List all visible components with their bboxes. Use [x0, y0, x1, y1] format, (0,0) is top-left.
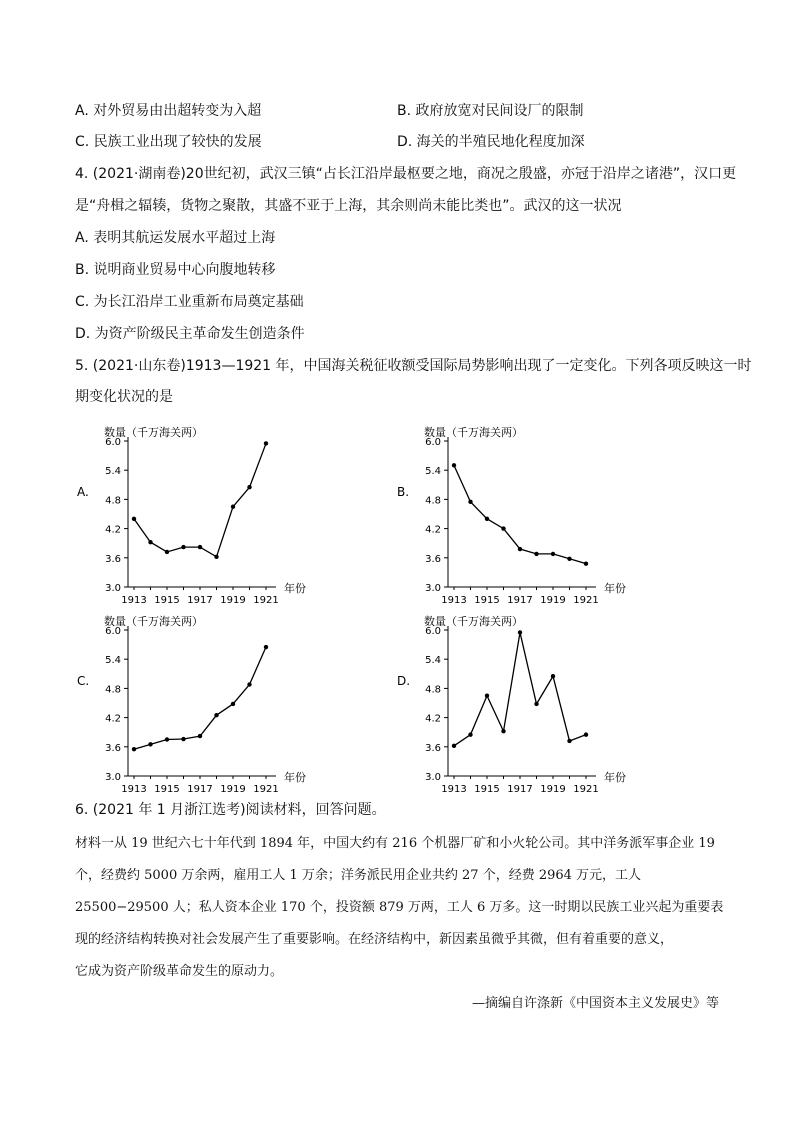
y-tick-label: 5.4 — [425, 655, 441, 667]
data-point — [181, 737, 185, 741]
data-point — [551, 552, 555, 556]
data-point — [501, 729, 505, 733]
y-tick-label: 3.6 — [425, 742, 441, 754]
y-tick-label: 4.2 — [425, 524, 441, 536]
y-tick-label: 5.4 — [105, 466, 121, 478]
y-tick-label: 3.0 — [105, 772, 121, 783]
q3-option-c: C. 民族工业出现了较快的发展 — [75, 134, 262, 150]
data-point — [567, 739, 571, 743]
x-tick-label: 1921 — [573, 784, 599, 795]
data-point — [584, 561, 588, 565]
y-tick-label: 3.6 — [425, 553, 441, 565]
series-line — [134, 443, 266, 556]
data-point — [231, 505, 235, 509]
option-label: D. — [397, 674, 411, 688]
data-point — [247, 682, 251, 686]
data-point — [468, 500, 472, 504]
data-point — [567, 557, 571, 561]
x-axis-title: 年份 — [284, 771, 306, 784]
x-tick-label: 1913 — [121, 595, 147, 606]
x-tick-label: 1919 — [540, 595, 566, 606]
x-tick-label: 1921 — [253, 595, 279, 606]
plot-area — [105, 626, 306, 795]
data-point — [468, 732, 472, 736]
y-tick-label: 4.8 — [425, 684, 441, 696]
y-tick-label: 3.6 — [105, 553, 121, 565]
q4-stem-line2: 是“舟楫之辐辏，货物之聚散，其盛不亚于上海，其余则尚未能比类也”。武汉的这一状况 — [75, 198, 622, 214]
data-point — [551, 674, 555, 678]
y-tick-label: 4.8 — [105, 495, 121, 507]
data-point — [214, 555, 218, 559]
plot-area — [425, 626, 626, 795]
q3-option-a: A. 对外贸易由出超转变为入超 — [75, 103, 262, 119]
data-point — [264, 645, 268, 649]
option-label: A. — [77, 485, 89, 499]
data-point — [165, 737, 169, 741]
chart-option-c — [70, 609, 310, 795]
data-point — [501, 526, 505, 530]
y-tick-label: 4.2 — [105, 524, 121, 536]
y-tick-label: 3.6 — [105, 742, 121, 754]
data-point — [148, 540, 152, 544]
y-tick-label: 5.4 — [105, 655, 121, 667]
y-axis-title: 数量（千万海关两） — [424, 426, 523, 439]
y-tick-label: 6.0 — [425, 626, 441, 637]
x-tick-label: 1915 — [154, 784, 180, 795]
data-point — [198, 734, 202, 738]
option-label: C. — [77, 674, 90, 688]
q4-option-b: B. 说明商业贸易中心向腹地转移 — [75, 262, 276, 278]
y-tick-label: 4.8 — [425, 495, 441, 507]
data-point — [584, 732, 588, 736]
data-point — [132, 517, 136, 521]
y-tick-label: 4.2 — [425, 713, 441, 725]
y-tick-label: 4.2 — [105, 713, 121, 725]
q3-option-d: D. 海关的半殖民地化程度加深 — [397, 134, 585, 150]
plot-area — [425, 437, 626, 606]
q6-stem: 6. (2021 年 1 月浙江选考)阅读材料，回答问题。 — [75, 802, 386, 818]
option-label: B. — [397, 485, 410, 499]
q6-material-line: 它成为资产阶级革命发生的原动力。 — [75, 964, 284, 979]
data-point — [534, 552, 538, 556]
data-point — [165, 550, 169, 554]
y-axis-title: 数量（千万海关两） — [104, 615, 203, 628]
data-point — [231, 702, 235, 706]
q6-source: —摘编自许涤新《中国资本主义发展史》等 — [471, 996, 719, 1011]
data-point — [485, 517, 489, 521]
x-tick-label: 1915 — [154, 595, 180, 606]
chart-option-d — [390, 609, 630, 795]
q4-option-c: C. 为长江沿岸工业重新布局奠定基础 — [75, 294, 304, 310]
data-point — [181, 545, 185, 549]
y-tick-label: 5.4 — [425, 466, 441, 478]
q5-stem-line1: 5. (2021·山东卷)1913—1921 年，中国海关税征收额受国际局势影响出现了一定变化。下列各项反映这一时 — [75, 358, 752, 374]
q4-option-a: A. 表明其航运发展水平超过上海 — [75, 230, 276, 246]
y-tick-label: 6.0 — [425, 437, 441, 448]
q3-option-b: B. 政府放宽对民间设厂的限制 — [397, 103, 584, 119]
data-point — [518, 547, 522, 551]
q6-material-line: 25500−29500 人；私人资本企业 170 个，投资额 879 万两，工人 6 万多。这一时期以民族工业兴起为重要表 — [75, 900, 724, 915]
x-tick-label: 1915 — [474, 784, 500, 795]
x-tick-label: 1913 — [441, 784, 467, 795]
y-tick-label: 6.0 — [105, 626, 121, 637]
x-tick-label: 1921 — [253, 784, 279, 795]
q6-material-line: 个，经费约 5000 万余两，雇用工人 1 万余；洋务派民用企业共约 27 个，经费 2964 万元，工人 — [75, 868, 642, 883]
q4-stem-line1: 4. (2021·湖南卷)20世纪初，武汉三镇“占长江沿岸最枢要之地，商况之殷盛，亦冠于沿岸之诸港”，汉口更 — [75, 166, 737, 182]
q4-option-d: D. 为资产阶级民主革命发生创造条件 — [75, 326, 305, 342]
x-tick-label: 1919 — [220, 595, 246, 606]
x-axis-title: 年份 — [604, 582, 626, 595]
x-axis-title: 年份 — [284, 582, 306, 595]
plot-area — [105, 437, 306, 606]
x-tick-label: 1917 — [187, 595, 213, 606]
data-point — [132, 747, 136, 751]
y-tick-label: 4.8 — [105, 684, 121, 696]
data-point — [485, 694, 489, 698]
data-point — [518, 630, 522, 634]
data-point — [452, 744, 456, 748]
y-tick-label: 6.0 — [105, 437, 121, 448]
data-point — [264, 441, 268, 445]
x-tick-label: 1921 — [573, 595, 599, 606]
x-tick-label: 1919 — [540, 784, 566, 795]
y-tick-label: 3.0 — [425, 772, 441, 783]
y-tick-label: 3.0 — [425, 583, 441, 594]
q6-material-line: 现的经济结构转换对社会发展产生了重要影响。在经济结构中，新因素虽微乎其微，但有着重要的意义， — [75, 932, 674, 947]
y-axis-title: 数量（千万海关两） — [104, 426, 203, 439]
x-tick-label: 1913 — [121, 784, 147, 795]
x-tick-label: 1917 — [507, 595, 533, 606]
x-tick-label: 1919 — [220, 784, 246, 795]
data-point — [214, 713, 218, 717]
data-point — [452, 463, 456, 467]
x-tick-label: 1917 — [507, 784, 533, 795]
q6-material-line: 材料一从 19 世纪六七十年代到 1894 年，中国大约有 216 个机器厂矿和小火轮公司。其中洋务派军事企业 19 — [75, 836, 715, 851]
data-point — [148, 742, 152, 746]
x-axis-title: 年份 — [604, 771, 626, 784]
chart-option-b — [390, 420, 630, 606]
data-point — [534, 702, 538, 706]
x-tick-label: 1917 — [187, 784, 213, 795]
y-axis-title: 数量（千万海关两） — [424, 615, 523, 628]
series-line — [454, 632, 586, 745]
chart-option-a — [70, 420, 310, 606]
data-point — [247, 485, 251, 489]
data-point — [198, 545, 202, 549]
x-tick-label: 1915 — [474, 595, 500, 606]
x-tick-label: 1913 — [441, 595, 467, 606]
y-tick-label: 3.0 — [105, 583, 121, 594]
q5-stem-line2: 期变化状况的是 — [75, 389, 173, 405]
